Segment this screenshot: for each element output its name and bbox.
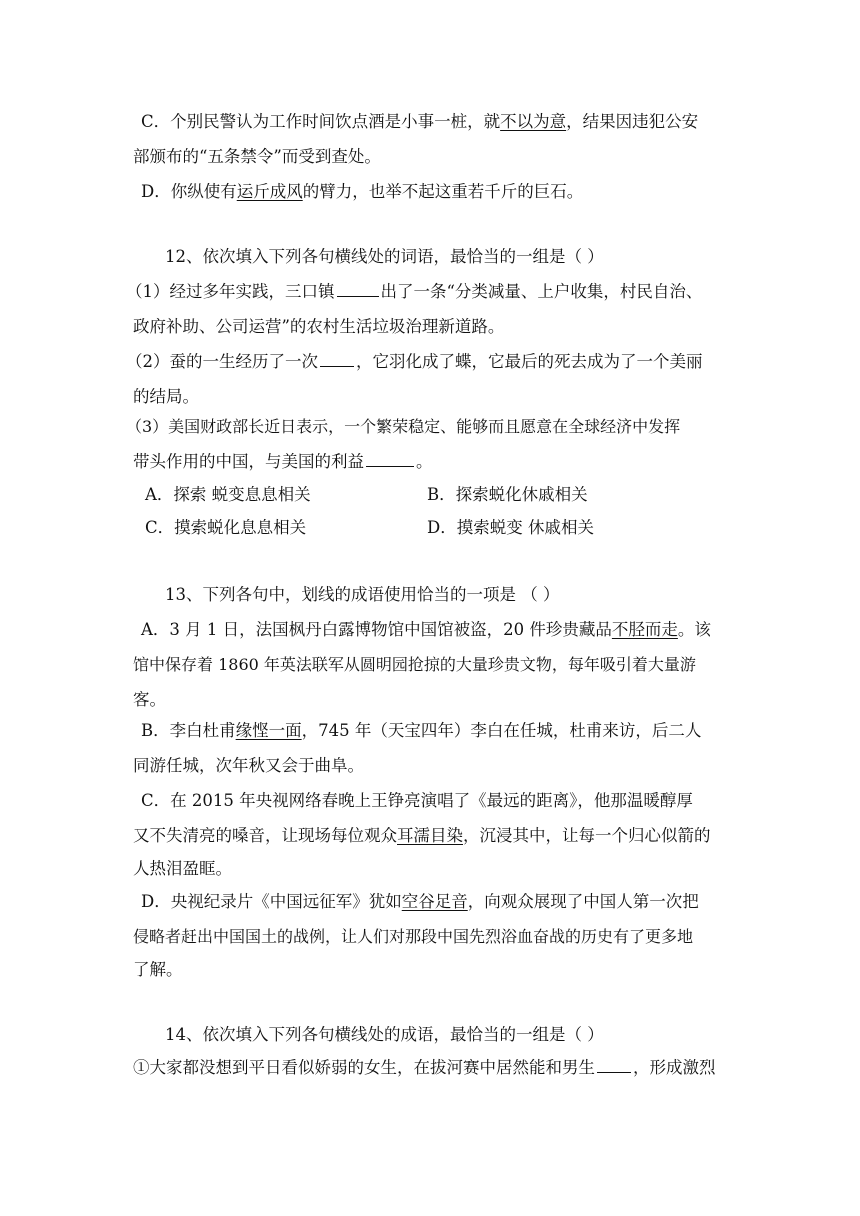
q11-option-c-line2: 部颁布的“五条禁令”而受到查处。 [133, 147, 381, 166]
q12-sentence3-line2: 带头作用的中国，与美国的利益 。 [133, 452, 433, 471]
q13-option-d-line2: 侵略者赶出中国国土的战例，让人们对那段中国先烈浴血奋战的历史有了更多地 [133, 927, 694, 946]
q13-option-d-line1: D．央视纪录片《中国远征军》犹如空谷足音，向观众展现了中国人第一次把 [141, 892, 699, 911]
underlined-idiom: 不以为意 [500, 112, 567, 131]
q14-title: 14、依次填入下列各句横线处的成语，最恰当的一组是（ ） [165, 1025, 604, 1044]
fill-blank [597, 1056, 631, 1073]
fill-blank [366, 450, 414, 467]
q12-sentence2-line2: 的结局。 [133, 387, 199, 406]
fill-blank [337, 280, 379, 297]
underlined-idiom: 不胫而走 [611, 620, 678, 639]
q12-option-b: B．探索蜕化休戚相关 [427, 485, 588, 504]
q12-sentence1-line1: （1）经过多年实践，三口镇 出了一条“分类减量、上户收集，村民自治、 [126, 282, 703, 301]
q13-option-c-line3: 人热泪盈眶。 [133, 859, 232, 878]
underlined-idiom: 运斤成风 [236, 182, 303, 201]
q12-option-d: D．摸索蜕变 休戚相关 [427, 518, 594, 537]
q13-option-a-line3: 客。 [133, 690, 166, 709]
q12-sentence1-line2: 政府补助、公司运营”的农村生活垃圾治理新道路。 [133, 317, 505, 336]
q12-sentence3-line1: （3）美国财政部长近日表示，一个繁荣稳定、能够而且愿意在全球经济中发挥 [126, 417, 681, 436]
q13-option-c-line2: 又不失清亮的嗓音，让现场每位观众耳濡目染，沉浸其中，让每一个归心似箭的 [133, 826, 711, 845]
q13-option-a-line2: 馆中保存着 1860 年英法联军从圆明园抢掠的大量珍贵文物，每年吸引着大量游 [133, 655, 696, 674]
underlined-idiom: 缘悭一面 [235, 721, 302, 740]
q11-option-c-line1: C．个别民警认为工作时间饮点酒是小事一桩，就不以为意，结果因违犯公安 [141, 112, 699, 131]
underlined-idiom: 空谷足音 [401, 892, 468, 911]
q12-title: 12、依次填入下列各句横线处的词语，最恰当的一组是（ ） [165, 247, 604, 266]
q13-option-c-line1: C．在 2015 年央视网络春晚上王铮亮演唱了《最远的距离》，他那温暖醇厚 [141, 791, 693, 810]
q13-option-d-line3: 了解。 [133, 960, 183, 979]
q12-option-c: C．摸索蜕化息息相关 [145, 518, 307, 537]
q11-option-d: D．你纵使有运斤成风的臂力，也举不起这重若千斤的巨石。 [141, 182, 584, 201]
underlined-idiom: 耳濡目染 [397, 826, 463, 845]
fill-blank [320, 350, 354, 367]
q13-option-a-line1: A．3 月 1 日，法国枫丹白露博物馆中国馆被盗，20 件珍贵藏品不胫而走。该 [141, 620, 711, 639]
q13-title: 13、下列各句中，划线的成语使用恰当的一项是 （ ） [165, 585, 560, 604]
q12-sentence2-line1: （2）蚕的一生经历了一次 ，它羽化成了蝶，它最后的死去成为了一个美丽 [126, 352, 703, 371]
q13-option-b-line2: 同游任城，次年秋又会于曲阜。 [133, 756, 364, 775]
q12-option-a: A．探索 蜕变息息相关 [145, 485, 311, 504]
q14-sentence1-line1: ①大家都没想到平日看似娇弱的女生，在拔河赛中居然能和男生 ，形成激烈 [133, 1058, 716, 1077]
q13-option-b-line1: B．李白杜甫缘悭一面，745 年（天宝四年）李白在任城，杜甫来访，后二人 [141, 721, 702, 740]
